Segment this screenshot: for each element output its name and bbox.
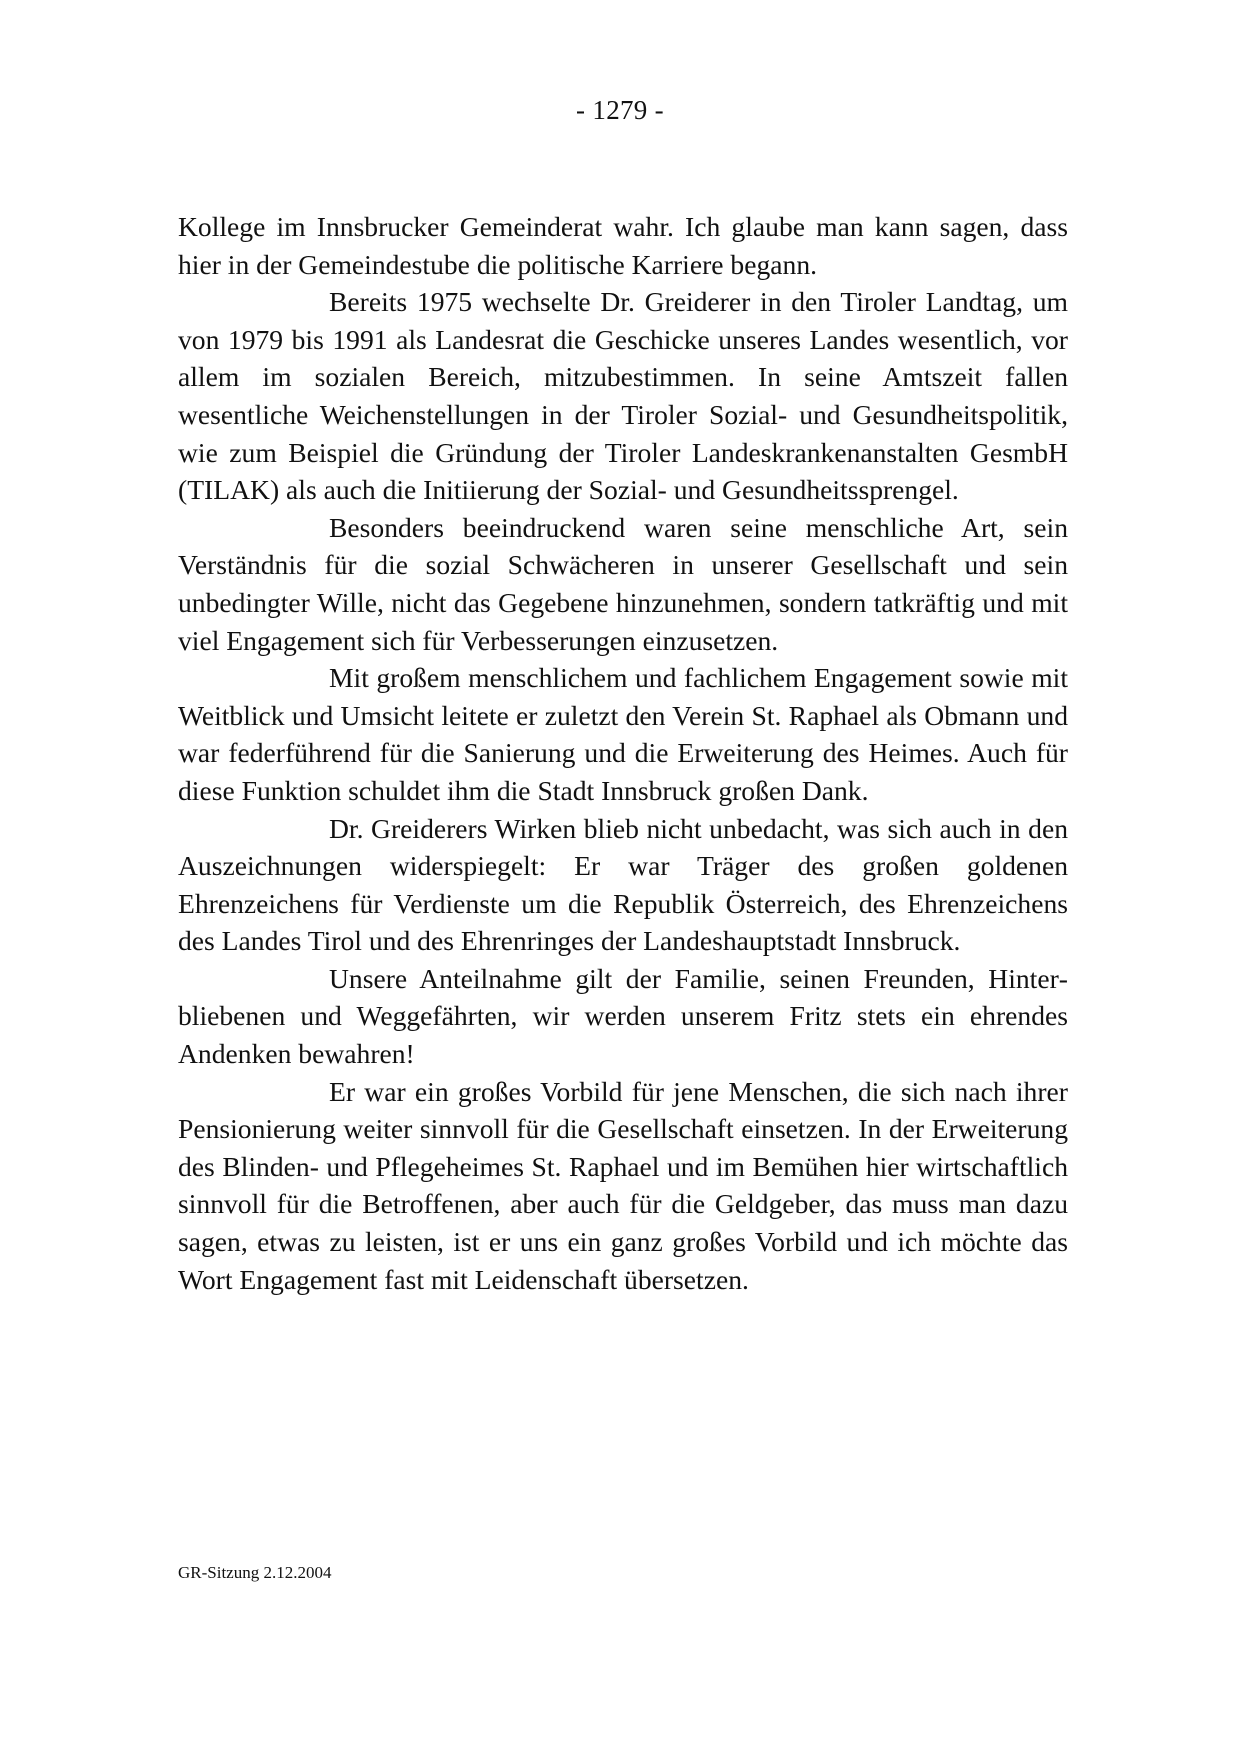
paragraph: Dr. Greiderers Wirken blieb nicht unbedacht, was sich auch in den Auszeichnungen widerspiegelt: Er war Träger des großen goldenen Ehrenzeichens für Verdienste um die Republik Österreich, des Ehrenzeichens des Landes Tirol und des Ehrenringes der Landeshauptstadt Innsbruck. [178,812,1068,957]
page-footer: GR-Sitzung 2.12.2004 [178,1563,332,1582]
paragraph: Kollege im Innsbrucker Gemeinderat wahr. Ich glaube man kann sagen, dass hier in der Gemeindestube die politische Karriere begann. [178,211,1068,280]
paragraph: Bereits 1975 wechselte Dr. Greiderer in den Tiroler Landtag, um von 1979 bis 1991 als Landesrat die Geschicke unseres Landes wesentlich, vor allem im sozialen Bereich, mitzubestimmen. In seine Amtszeit fallen wesentliche Weichenstellungen in der Tiroler Sozial- und Gesundheitspolitik, wie zum Beispiel die Gründung der Tiroler Landeskrankenanstalten GesmbH (TILAK) als auch die Initiierung der Sozial- und Gesundheitssprengel. [178,286,1068,506]
paragraph: Er war ein großes Vorbild für jene Menschen, die sich nach ihrer Pensionierung weiter sinnvoll für die Gesellschaft einsetzen. In der Erweiterung des Blinden- und Pflegeheimes St. Raphael und im Bemühen hier wirtschaftlich sinnvoll für die Betroffenen, aber auch für die Geldgeber, das muss man dazu sagen, etwas zu leisten, ist er uns ein ganz großes Vorbild und ich möchte das Wort Engagement fast mit Leidenschaft übersetzen. [178,1075,1068,1295]
paragraph: Mit großem menschlichem und fachlichem Engagement sowie mit Weitblick und Umsicht leitete er zuletzt den Verein St. Raphael als Obmann und war federführend für die Sanierung und die Erweiterung des Heimes. Auch für diese Funktion schuldet ihm die Stadt Innsbruck großen Dank. [178,662,1068,806]
document-body [178,208,1068,1298]
page-number: - 1279 - [576,95,664,125]
paragraph: Besonders beeindruckend waren seine menschliche Art, sein Verständnis für die sozial Schwächeren in unserer Gesellschaft und sein unbedingter Wille, nicht das Gegebene hinzunehmen, sondern tatkräftig und mit viel Engagement sich für Verbesserungen einzusetzen. [178,511,1068,656]
paragraph: Unsere Anteilnahme gilt der Familie, seinen Freunden, Hinterbliebenen und Weggefährten, wir werden unserem Fritz stets ein ehrendes Andenken bewahren! [178,962,1068,1070]
